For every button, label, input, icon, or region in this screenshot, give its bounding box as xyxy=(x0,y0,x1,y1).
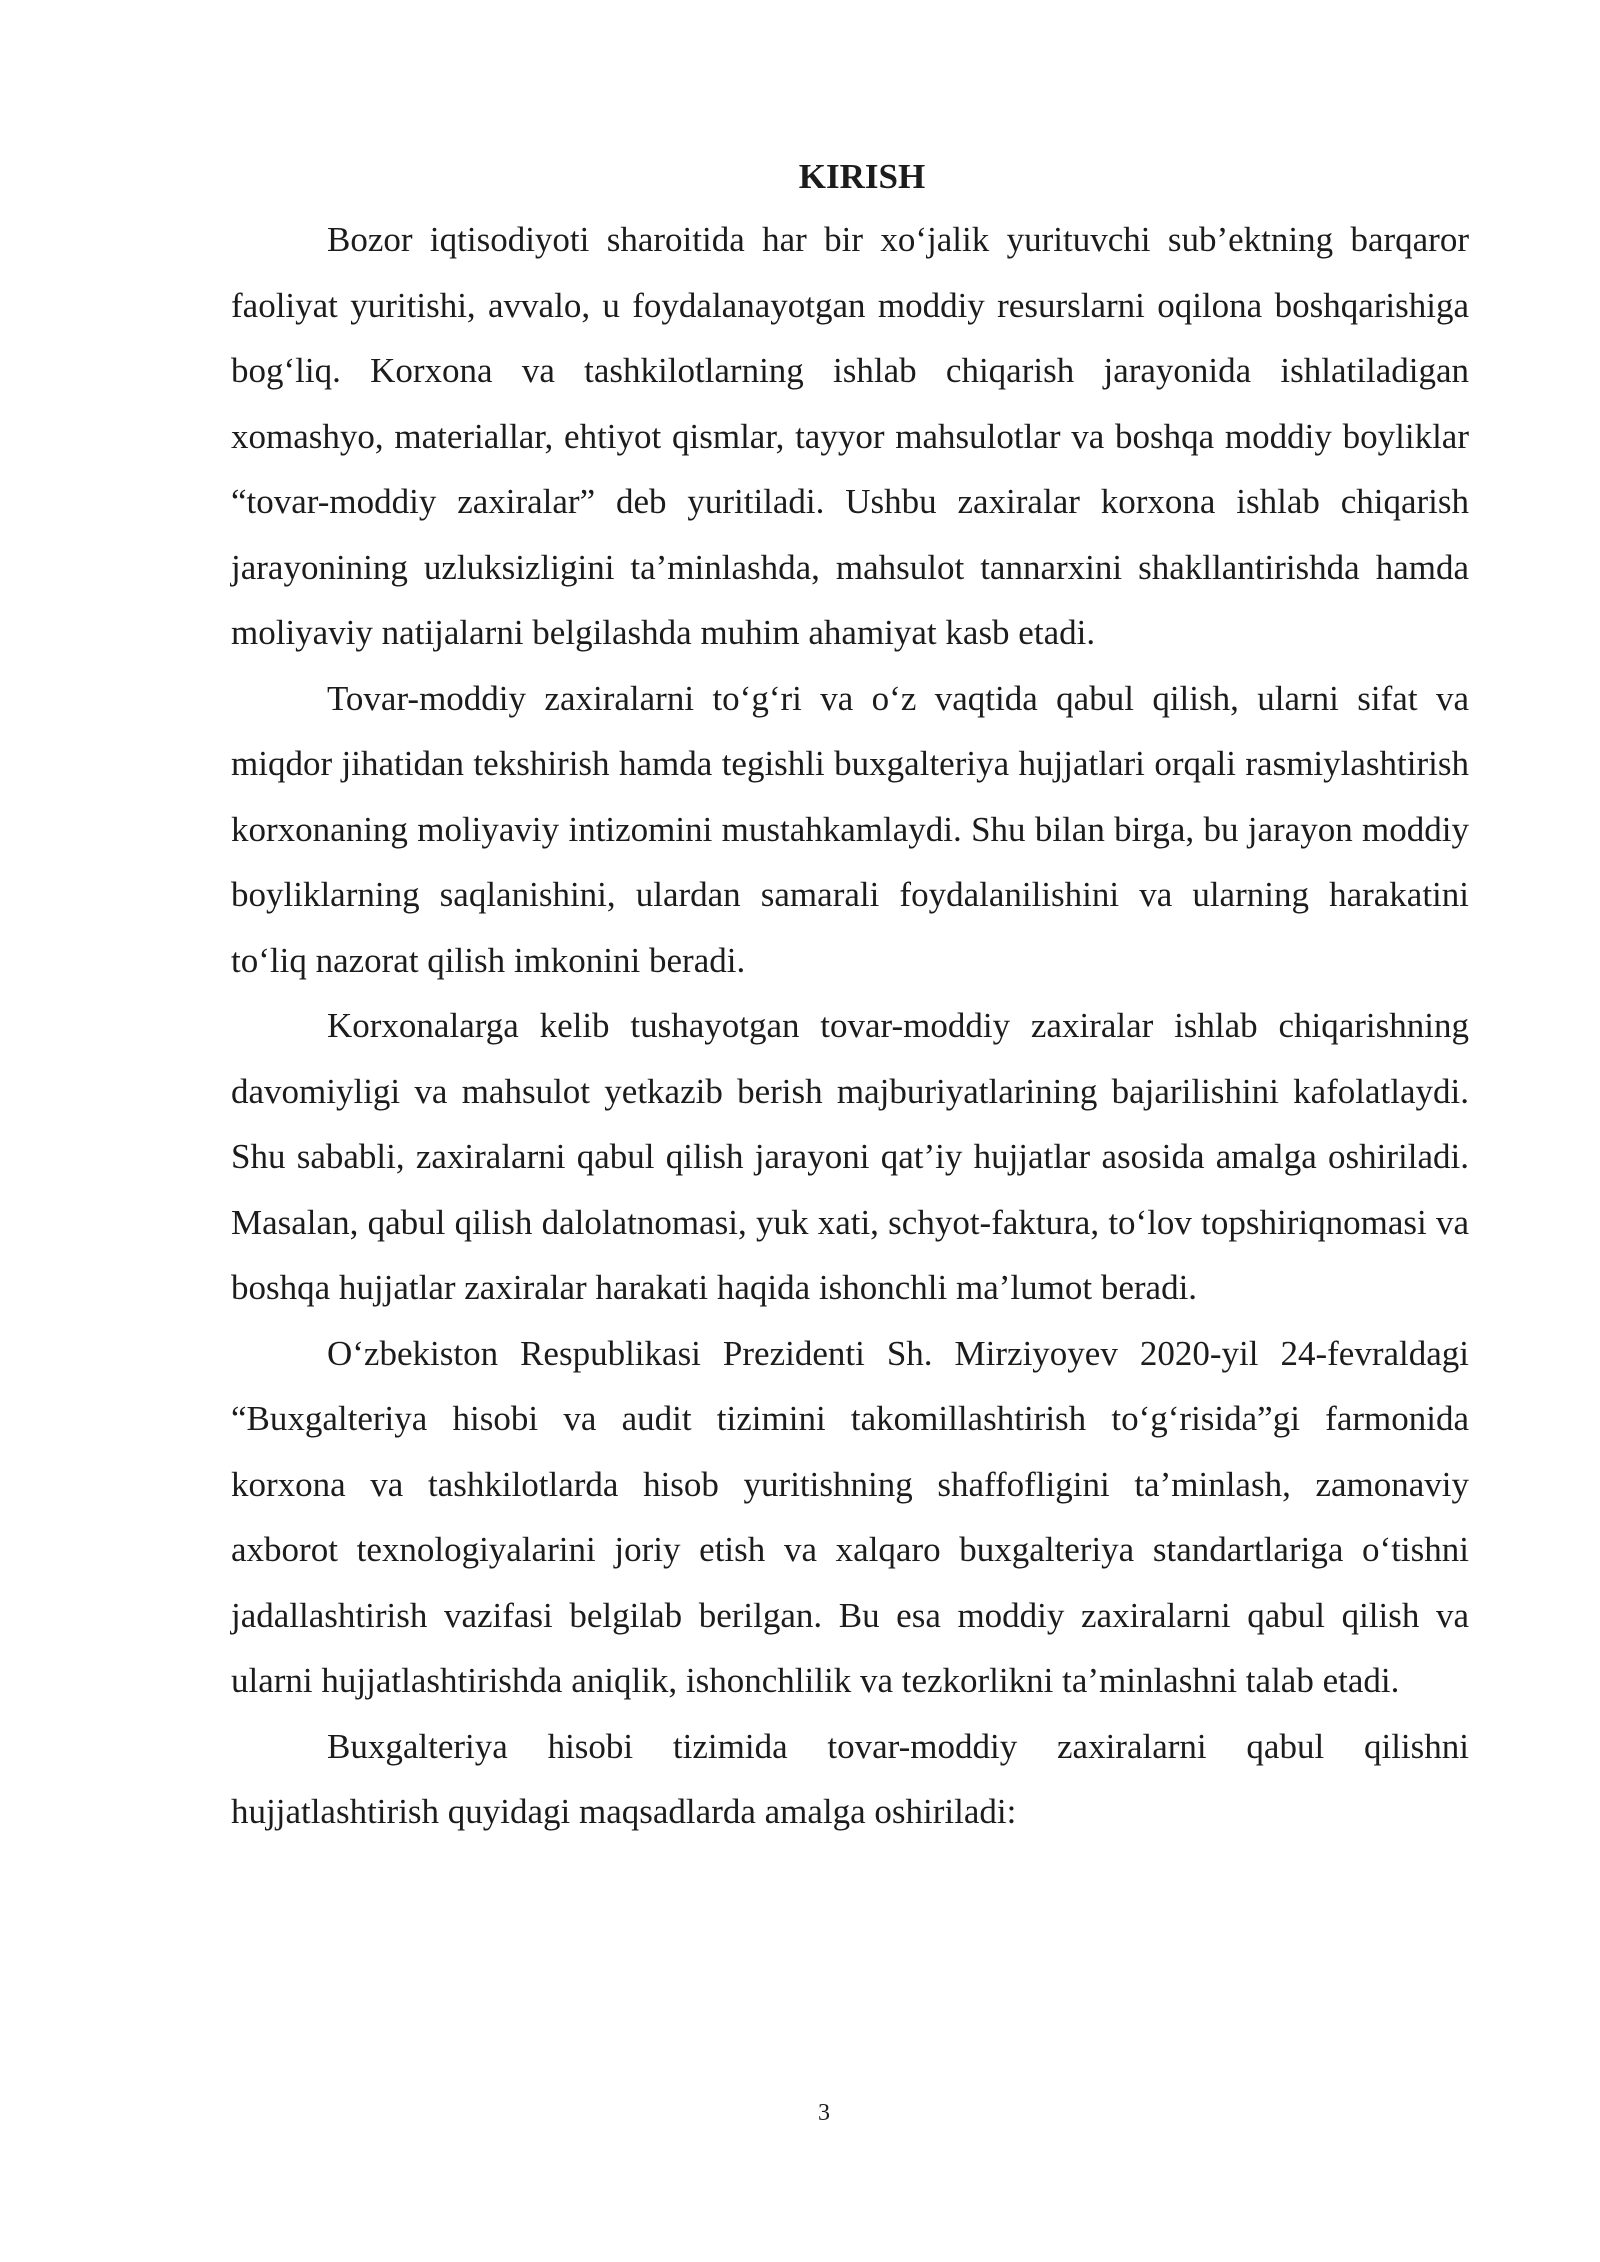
paragraph-4: O‘zbekiston Respublikasi Prezidenti Sh. Mirziyoyev 2020-yil 24-fevraldagi “Buxgalteriya hisobi va audit tizimini takomillashtirish to‘g‘risida”gi farmonida korxona va tashkilotlarda hisob yuritishning shaffofligini ta’minlash, zamonaviy axborot texnologiyalarini joriy etish va xalqaro buxgalteriya standartlariga o‘tishni jadallashtirish vazifasi belgilab berilgan. Bu esa moddiy zaxiralarni qabul qilish va ularni hujjatlashtirishda aniqlik, ishonchlilik va tezkorlikni ta’minlashni talab etadi. xyxy=(231,1333,1469,1700)
paragraph-5: Buxgalteriya hisobi tizimida tovar-moddiy zaxiralarni qabul qilishni hujjatlashtirish quyidagi maqsadlarda amalga oshiriladi: xyxy=(231,1726,1469,1831)
section-title: KIRISH xyxy=(798,157,926,196)
paragraph-2: Tovar-moddiy zaxiralarni to‘g‘ri va o‘z vaqtida qabul qilish, ularni sifat va miqdor jihatidan tekshirish hamda tegishli buxgalteriya hujjatlari orqali rasmiylashtirish korxonaning moliyaviy intizomini mustahkamlaydi. Shu bilan birga, bu jarayon moddiy boyliklarning saqlanishini, ulardan samarali foydalanilishini va ularning harakatini to‘liq nazorat qilish imkonini beradi. xyxy=(231,678,1469,980)
paragraph-3: Korxonalarga kelib tushayotgan tovar-moddiy zaxiralar ishlab chiqarishning davomiyligi va mahsulot yetkazib berish majburiyatlarining bajarilishini kafolatlaydi. Shu sababli, zaxiralarni qabul qilish jarayoni qat’iy hujjatlar asosida amalga oshiriladi. Masalan, qabul qilish dalolatnomasi, yuk xati, schyot-faktura, to‘lov topshiriqnomasi va boshqa hujjatlar zaxiralar harakati haqida ishonchli ma’lumot beradi. xyxy=(231,1006,1469,1307)
page-body xyxy=(231,147,1469,1845)
paragraph-1: Bozor iqtisodiyoti sharoitida har bir xo‘jalik yurituvchi sub’ektning barqaror faoliyat yuritishi, avvalo, u foydalanayotgan moddiy resurslarni oqilona boshqarishiga bog‘liq. Korxona va tashkilotlarning ishlab chiqarish jarayonida ishlatiladigan xomashyo, materiallar, ehtiyot qismlar, tayyor mahsulotlar va boshqa moddiy boyliklar “tovar-moddiy zaxiralar” deb yuritiladi. Ushbu zaxiralar korxona ishlab chiqarish jarayonining uzluksizligini ta’minlashda, mahsulot tannarxini shakllantirishda hamda moliyaviy natijalarni belgilashda muhim ahamiyat kasb etadi. xyxy=(231,220,1469,652)
page-number: 3 xyxy=(818,2100,830,2126)
